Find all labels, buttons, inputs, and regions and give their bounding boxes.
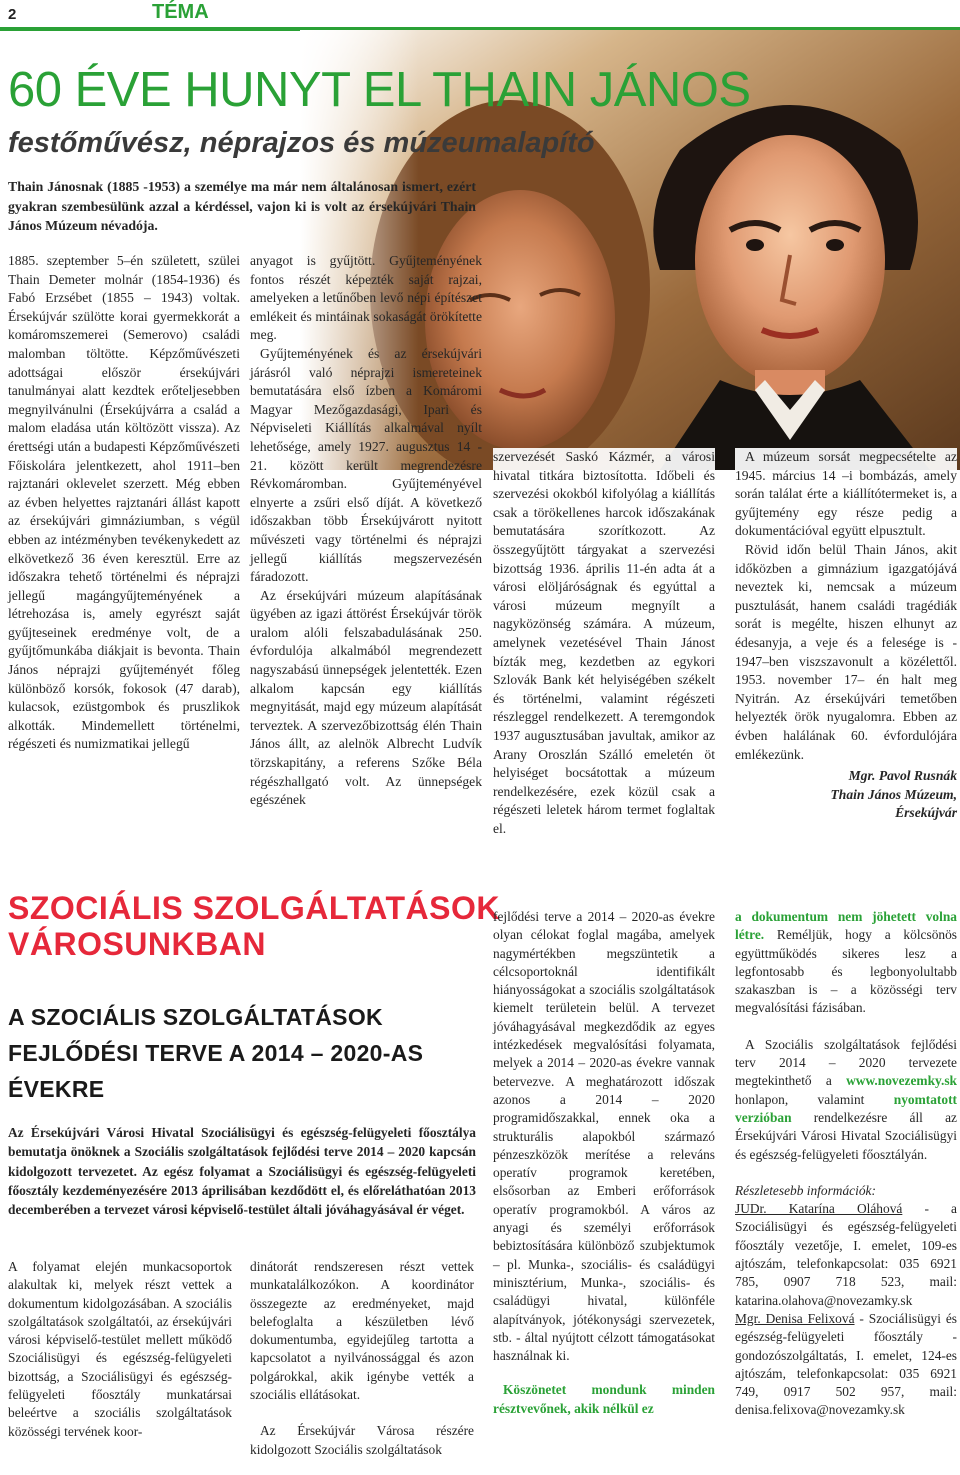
article2-column-1: A folyamat elején munkacsoportok alakultak ki, melyek részt vettek a dokumentum kidolgozásában. A szociális szolgáltatások szolgáltatói, az érsekújvári városi képviselő-testület mellett működő Szociálisügyi és egészség-felügyeleti bizottság, a Szociálisügyi és egészség-felügyeleti főosztály munkatársai beleértve a szociális szolgáltatások közösségi tervének koor-: [8, 1259, 232, 1439]
article2-lead: Az Érsekújvári Városi Hivatal Szociálisügyi és egészség-felügyeleti főosztálya bemutatja önöknek a Szociális szolgáltatások fejlődési terve 2014 – 2020 kapcsán kidolgozott tervezetet. Az egész folyamat a Szociálisügyi és egészség-felügyeleti főosztály kezdeményezésére 2013 áprilisában kezdődött el, és előreláthatóan 2013 decemberében a tervezet városi képviselő-testület általi jóváhagyásával ér véget.: [8, 1125, 476, 1218]
contact-1-details: - a Szociálisügyi és egészség-felügyeleti főosztály vezetője, I. emelet, 109-es ajtószám, telefonkapcsolat: 035 6921 785, 0907 718 523, mail: katarina.olahova@novezamky.sk: [735, 1201, 957, 1308]
article2-subtitle-line-2: FEJLŐDÉSI TERVE A 2014 – 2020-AS: [8, 1040, 424, 1066]
contact-2: [735, 1310, 957, 1420]
article-column-1: 1885. szeptember 5–én született, szülei Thain Demeter molnár (1854-1936) és Fabó Erzsébet (1855 – 1943) voltak. Érsekújvár szülötte korai gyermekkorát a komáromszemerei (Semerovo) családi malomban töltötte. Képzőművészeti adottságai először érsekújvári tanulmányai alatt kezdtek erőteljesebben megnyilvánulni (Érsekújvárra a család a malom eladása után költözött vissza). Az érettségi után a budapesti Képzőművészeti Főiskolára jelentkezett, ahol 1911–ben rajztanári oklevelet szerzett. Még ebben az évben helyettes rajztanári állást kapott az érsekújvári gimnáziumban, s végül ebben az intézményben tevékenykedett az elkövetkező 36 éven keresztül. Erre az időszakra tehető történelmi és néprajzi jellegű magángyűjteményének a létrehozása is, amely egyrészt saját gyűjteseinek eredménye volt, de a gyűjtőmunkába diákjait is bevonta. Thain János néprajzi gyűjteményét főleg különböző korsók, fokosok (47 darab), kulacsok, ezüstgombok és pruszlikok alkották. Mindemellett történelmi, régészeti és numizmatikai jellegű: [8, 253, 240, 752]
article-lead: Thain Jánosnak (1885 -1953) a személye ma már nem általánosan ismert, ezért gyakran szembesülünk azzal a kérdéssel, vajon ki is volt az érsekújvári Thain János Múzeum névadója.: [8, 179, 476, 233]
article-column-2: [250, 252, 482, 810]
author-institution: Thain János Múzeum,: [830, 786, 957, 802]
page-number: 2: [8, 6, 17, 23]
contact-1: [735, 1200, 957, 1310]
author-city: Érsekújvár: [895, 805, 957, 821]
text: Reméljük, hogy a kölcsönös együttműködés sikeres lesz a legfontosabb és legbonyolultabb szakaszban is – a közösségi terv megvalósítási fázisában.: [735, 927, 957, 1016]
contact-2-details: - Szociálisügyi és egészség-felügyeleti főosztály - gondozószolgáltatás, I. emelet, 124-es ajtószám, telefonkapcsolat: 035 6921 749, 0917 502 957, mail: denisa.felixova@novezamky.sk: [735, 1310, 957, 1418]
paragraph: Az érsekújvári múzeum alapításának ügyében az igazi áttörést Érsekújvár török uralom alóli felszabadulásának 250. évfordulója alkalmából megrendezett nagyszabású ünnepségek jelentették. Ezen alkalom kapcsán egy kiállítás megnyitását, majd egy múzeum alapítását terveztek. A szervezőbizottság élén Thain János állt, az alelnök Albrecht Ludvík törzskapitány, a referens Szőke Béla régészhallgató volt. Az ünnepségek egészének: [250, 587, 482, 808]
printed-version: nyomtatott verzióban: [735, 1091, 957, 1125]
article-column-3: szervezését Saskó Kázmér, a városi hivatal titkára biztosította. Időbeli és szervezési okokból kifolyólag a kiállítás csak a törökellenes harcok időszakának bemutatására szorítkozott. Az összegyűjtött tárgyakat a szervezési bizottság 1936. április 11-én adta át a városi elöljáróságnak és egyúttal a városi múzeum megnyílt a nagyközönség számára. A múzeum, amelynek vezetésével Thain Jánost bízták meg, kezdetben az egykori Szlovák Bank két helyiségében székelt és történelmi, valamint régészeti részleggel rendelkezett. A teremgondok 1937 augusztusában javultak, amikor az Arany Oroszlán Szálló emeletén öt helyiséget bocsátottak a múzeum rendelkezésére, ezek közül csak a régészeti leletek három termet foglaltak el.: [493, 448, 715, 838]
paragraph: A múzeum sorsát megpecsételte az 1945. március 14 –i bombázás, amely során találat érte a kiállítótermeket is, a gyűjtemény egy része pedig a dokumentációval együtt elpusztult.: [735, 449, 957, 539]
article2-column-3: [493, 908, 715, 1418]
paragraph: anyagot is gyűjtött. Gyűjteményének fontos részét képezték saját rajzai, amelyeken a letűnőben levő népi építészet emlékeit és mintáinak sokaságát örökítette meg.: [250, 253, 482, 343]
thanks-continued: a dokumentum nem jöhetett volna létre.: [735, 909, 957, 943]
text: A Szociális szolgáltatások fejlődési terv 2014 – 2020 tervezete megtekinthető a: [735, 1036, 957, 1089]
article2-subtitle-line-1: A SZOCIÁLIS SZOLGÁLTATÁSOK: [8, 1004, 383, 1030]
thanks-text: Köszönetet mondunk minden résztvevőnek, akik nélkül ez: [493, 1382, 715, 1416]
paragraph: Az Érsekújvár Városa részére kidolgozott Szociális szolgáltatások: [250, 1423, 474, 1457]
article2-title-line-2: VÁROSUNKBAN: [8, 926, 266, 962]
article-column-4: [735, 448, 957, 823]
article2-column-2: [250, 1258, 474, 1459]
paragraph: Gyűjteményének és az érsekújvári járásról való néprajzi ismereteinek bemutatására első ízben a Komáromi Magyar Mezőgazdasági, Ipari és Népviseleti Kiállítás alkalmával nyílt lehetősége, amely 1927. augusztus 14 - 21. között került megrendezésre Révkomáromban. Gyűjteményével elnyerte a zsűri első díját. A következő időszakban több Érsekújvárott nyitott művészeti vagy történelmi és néprajzi jellegű kiállítás megszervezésén fáradozott.: [250, 345, 482, 585]
article2-title-line-1: SZOCIÁLIS SZOLGÁLTATÁSOK: [8, 890, 500, 926]
paragraph: fejlődési terve a 2014 – 2020-as évekre olyan célokat foglal magába, amelyek nagymértékben megszüntetik a célcsoportoknál identifikált hiányosságokat a szociális szolgáltatások kiemelt területein belül. A tervezet jóváhagyásával megkezdődik az egyes intézkedések megvalósítási folyamata, melyek a 2014 – 2020-as évekre vannak betervezve. A meghatározott időszak azonos a 2014 – 2020 programidőszakkal, ennek oka a strukturális alapokból származó pénzeszközök merítése a releváns operatív programok keretében, elsősorban az Emberi erőforrások operatív programokból. A város az anyagi és személyi erőforrások bebiztosítására különböző szubjektumok – pl. Munka-, szociális- és családügyi minisztérium, Munka-, szociális- és családügyi hivatal, különféle alapítványok, jótékonysági szervezetek, stb. - által nyújtott célzott támogatásokat használnak ki.: [493, 909, 715, 1364]
website-link[interactable]: www.novezemky.sk: [846, 1073, 957, 1089]
paragraph: [735, 908, 957, 1018]
info-label: Részletesebb információk:: [735, 1182, 876, 1198]
paragraph: Rövid időn belül Thain János, akit időközben a gimnázium igazgatójává neveztek ki, nemcsak a múzeum pusztulását, hanem családi tragédiák sorát is megélte, hiszen elhunyt az édesanyja, a veje és a felesége is - 1947–ben viszszavonult a közélettől. 1953. november 17– én halt meg Nyitrán. Az érsekújvári temetőben helyezték örök nyugalomra. Ebben az évben halálának 60. évfordulójára emlékezünk.: [735, 541, 957, 762]
contact-1-name: JUDr. Katarína Oláhová: [735, 1201, 903, 1217]
text: honlapon, valamint: [735, 1091, 894, 1107]
article-subtitle: festőművész, néprajzos és múzeumalapító: [8, 127, 595, 159]
article2-column-4: [735, 908, 957, 1420]
author-name: Mgr. Pavol Rusnák: [848, 768, 957, 784]
text: rendelkezésre áll az Érsekújvári Városi Hivatal Szociálisügyi és egészség-felügyeleti főosztályán.: [735, 1109, 957, 1162]
contact-2-name: Mgr. Denisa Felixová: [735, 1310, 855, 1326]
paragraph: dinátorát rendszeresen részt vettek munkatalálkozókon. A koordinátor összegezte az eredményeket, majd belefoglalta a készületben lévő dokumentumba, egyidejűleg tartotta a kapcsolatot a nyilvánossággal és azon polgárokkal, akik igénybe vették a szociális ellátásokat.: [250, 1259, 474, 1403]
article-title: 60 ÉVE HUNYT EL THAIN JÁNOS: [8, 63, 751, 117]
section-label: TÉMA: [152, 1, 209, 23]
article2-subtitle-line-3: ÉVEKRE: [8, 1076, 105, 1102]
paragraph: [735, 1036, 957, 1164]
